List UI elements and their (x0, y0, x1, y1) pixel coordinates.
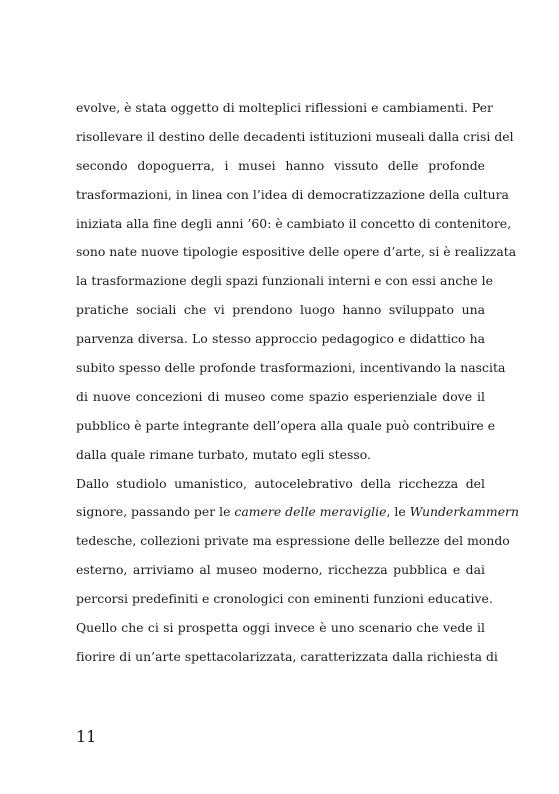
page-number: 11 (76, 727, 97, 746)
text-segment: signore, passando per le (76, 504, 235, 520)
text-line: evolve, è stata oggetto di molteplici riflessioni e cambiamenti. Per (76, 100, 493, 115)
text-line: secondo dopoguerra, i musei hanno vissuto delle profonde (76, 157, 485, 173)
text-line: dalla quale rimane turbato, mutato egli stesso. (76, 446, 372, 462)
text-line: trasformazioni, in linea con l’idea di democratizzazione della cultura (76, 186, 509, 202)
text-line: sono nate nuove tipologie espositive delle opere d’arte, si è realizzata (76, 244, 517, 260)
text-line: subito spesso delle profonde trasformazioni, incentivando la nascita (76, 360, 506, 376)
text-line-with-italics (76, 498, 519, 527)
text-line: pubblico è parte integrante dell’opera alla quale può contribuire e (76, 417, 496, 433)
text-segment: , le (386, 504, 410, 520)
text-line: pratiche sociali che vi prendono luogo hanno sviluppato una (76, 302, 485, 318)
text-line: esterno, arriviamo al museo moderno, ricchezza pubblica e dai (76, 562, 485, 578)
text-line: Quello che ci si prospetta oggi invece è uno scenario che vede il (76, 620, 485, 636)
text-line: percorsi predefiniti e cronologici con eminenti funzioni educative. (76, 591, 493, 607)
text-line: risollevare il destino delle decadenti istituzioni museali dalla crisi del (76, 128, 514, 144)
text-line: tedesche, collezioni private ma espressione delle bellezze del mondo (76, 533, 510, 549)
text-line: fiorire di un’arte spettacolarizzata, caratterizzata dalla richiesta di (76, 648, 498, 664)
text-line: di nuove concezioni di museo come spazio esperienziale dove il (76, 388, 485, 404)
text-line: Dallo studiolo umanistico, autocelebrativo della ricchezza del (76, 475, 485, 491)
italic-term: Wunderkammern (409, 504, 519, 520)
body-text (76, 94, 519, 672)
italic-term: camere delle meraviglie (234, 504, 387, 520)
text-line: iniziata alla fine degli anni ’60: è cambiato il concetto di contenitore, (76, 215, 512, 231)
text-line: la trasformazione degli spazi funzionali interni e con essi anche le (76, 273, 493, 289)
text-line: parvenza diversa. Lo stesso approccio pedagogico e didattico ha (76, 331, 485, 347)
